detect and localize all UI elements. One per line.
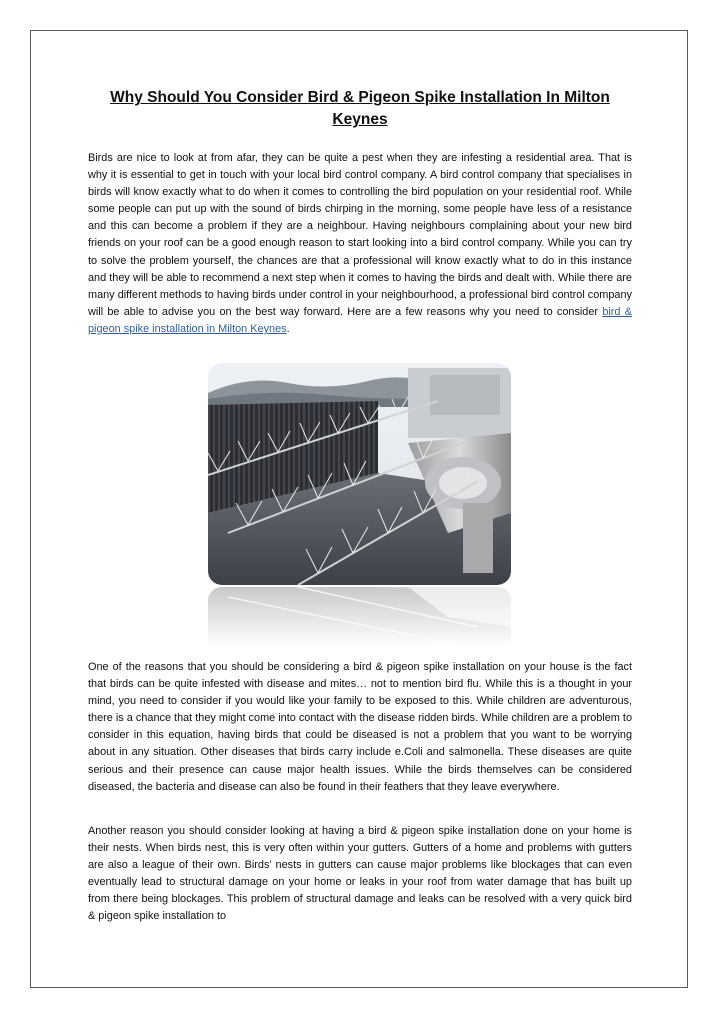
spike-installation-link[interactable]: bird & pigeon spike installation in Milton Keynes [88,305,632,335]
paragraph-intro [88,150,632,338]
bird-spike-photo [208,363,511,653]
document-title: Why Should You Consider Bird & Pigeon Spike Installation In Milton Keynes [110,89,610,128]
paragraph-intro-text: Birds are nice to look at from afar, they can be quite a pest when they are infesting a residential area. That is why it is essential to get in touch with your local bird control company. A bird control company that specialises in birds will know exactly what to do when it comes to controlling the bird population on your residential roof. While some people can put up with the sound of birds chirping in the morning, some people have less of a resistance and this can become a problem if they are a neighbour. Having neighbours complaining about your new bird friends on your roof can be a good enough reason to start looking into a bird control company. While you can try to solve the problem yourself, the chances are that a professional will know exactly what to do in this instance and they will be able to recommend a next step when it comes to having the birds and dealt with. While there are many different methods to having birds under control in your neighbourhood, a professional bird control company will be able to advise you on the best way forward. Here are a few reasons why you need to consider [88,152,632,318]
paragraph-intro-end: . [286,322,290,335]
photo-main [208,363,511,585]
paragraph-nests: Another reason you should consider looking at having a bird & pigeon spike installation done on your home is their nests. When birds nest, this is very often within your gutters. Gutters of a home and problems with gutters are also a league of their own. Birds’ nests in gutters can cause major problems like blockages that can even eventually lead to structural damage on your home or leaks in your roof from water damage that has built up from there being blockages. This problem of structural damage and leaks can be resolved with a very quick bird & pigeon spike installation to [88,825,632,923]
paragraph-disease: One of the reasons that you should be considering a bird & pigeon spike installation on your house is the fact that birds can be quite infested with disease and mites… not to mention bird flu. While this is a thought in your mind, you need to consider if you would like your family to be exposed to this. While children are adventurous, there is a chance that they might come into contact with the disease ridden birds. While children are a problem to consider in this equation, having birds that could be diseased is not a problem that you want to be worrying about in any situation. Other diseases that birds carry include e.Coli and salmonella. These diseases are quite serious and their presence can cause major health issues. While the birds themselves can be considered diseased, the bacteria and disease can also be found in their feathers that they leave everywhere. [88,661,632,793]
photo-reflection [208,587,511,653]
